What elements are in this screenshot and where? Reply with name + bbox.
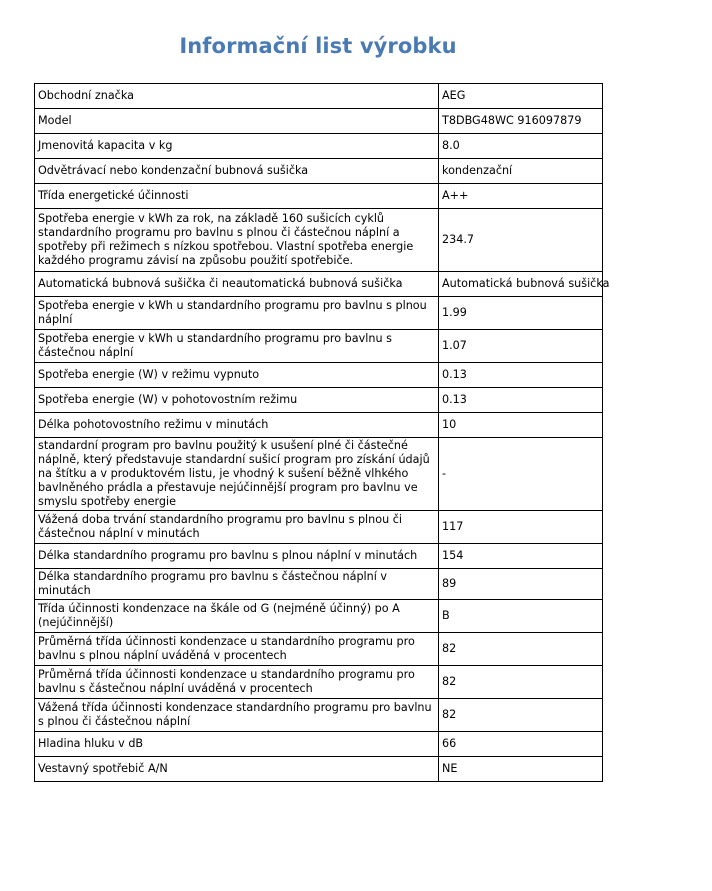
row-value: AEG xyxy=(439,84,603,109)
row-value: 117 xyxy=(439,511,603,544)
table-row xyxy=(35,297,603,330)
row-value: Automatická bubnová sušička xyxy=(439,272,603,297)
table-row xyxy=(35,388,603,413)
product-info-table xyxy=(34,83,610,782)
table-body xyxy=(35,84,610,782)
table-row xyxy=(35,569,603,600)
table-row xyxy=(35,757,603,782)
table-row xyxy=(35,413,603,438)
table-row xyxy=(35,633,603,666)
row-label: Hladina hluku v dB xyxy=(35,732,439,757)
row-label: Délka standardního programu pro bavlnu s částečnou náplní v minutách xyxy=(35,569,439,600)
row-value: 154 xyxy=(439,544,603,569)
row-label: Průměrná třída účinnosti kondenzace u standardního programu pro bavlnu s plnou náplní uváděná v procentech xyxy=(35,633,439,666)
row-label: Model xyxy=(35,109,439,134)
row-value: 82 xyxy=(439,699,603,732)
row-value: 0.13 xyxy=(439,363,603,388)
table-row xyxy=(35,699,603,732)
page-title: Informační list výrobku xyxy=(179,34,457,58)
row-value: A++ xyxy=(439,184,603,209)
table-row xyxy=(35,330,603,363)
row-label: Spotřeba energie v kWh u standardního programu pro bavlnu s plnou náplní xyxy=(35,297,439,330)
row-value: 89 xyxy=(439,569,603,600)
row-value: NE xyxy=(439,757,603,782)
row-label: Odvětrávací nebo kondenzační bubnová sušička xyxy=(35,159,439,184)
row-label: Vážená třída účinnosti kondenzace standardního programu pro bavlnu s plnou či částečnou náplní xyxy=(35,699,439,732)
row-value: 10 xyxy=(439,413,603,438)
table-row xyxy=(35,511,603,544)
row-value: 0.13 xyxy=(439,388,603,413)
table-row xyxy=(35,159,603,184)
table-row xyxy=(35,363,603,388)
row-label: Délka pohotovostního režimu v minutách xyxy=(35,413,439,438)
row-label: Délka standardního programu pro bavlnu s plnou náplní v minutách xyxy=(35,544,439,569)
row-value: T8DBG48WC 916097879 xyxy=(439,109,603,134)
row-label: Vestavný spotřebič A/N xyxy=(35,757,439,782)
row-value: 1.99 xyxy=(439,297,603,330)
row-label: Jmenovitá kapacita v kg xyxy=(35,134,439,159)
row-label: standardní program pro bavlnu použitý k usušení plné či částečné náplně, který představuje standardní sušicí program pro získání údajů na štítku a v produktovém listu, je vhodný k sušení běžně vlhkého bavlněného prádla a přestavuje nejúčinnější program pro bavlnu ve smyslu spotřeby energie xyxy=(35,438,439,511)
row-value: 82 xyxy=(439,633,603,666)
row-label: Průměrná třída účinnosti kondenzace u standardního programu pro bavlnu s částečnou náplní uváděná v procentech xyxy=(35,666,439,699)
row-value: B xyxy=(439,600,603,633)
row-value: 66 xyxy=(439,732,603,757)
table-row xyxy=(35,184,603,209)
table-row xyxy=(35,134,603,159)
row-label: Spotřeba energie v kWh u standardního programu pro bavlnu s částečnou náplní xyxy=(35,330,439,363)
row-value: 234.7 xyxy=(439,209,603,272)
row-value: - xyxy=(439,438,603,511)
table-row xyxy=(35,544,603,569)
row-label: Vážená doba trvání standardního programu pro bavlnu s plnou či částečnou náplní v minutách xyxy=(35,511,439,544)
row-value: kondenzační xyxy=(439,159,603,184)
row-value: 8.0 xyxy=(439,134,603,159)
row-label: Obchodní značka xyxy=(35,84,439,109)
table-row xyxy=(35,666,603,699)
table-row xyxy=(35,272,603,297)
row-label: Spotřeba energie (W) v pohotovostním režimu xyxy=(35,388,439,413)
table-row xyxy=(35,438,603,511)
table-row xyxy=(35,209,603,272)
table-row xyxy=(35,84,603,109)
row-label: Automatická bubnová sušička či neautomatická bubnová sušička xyxy=(35,272,439,297)
table-row xyxy=(35,732,603,757)
row-label: Třída účinnosti kondenzace na škále od G (nejméně účinný) po A (nejúčinnější) xyxy=(35,600,439,633)
row-label: Třída energetické účinnosti xyxy=(35,184,439,209)
row-value: 1.07 xyxy=(439,330,603,363)
row-label: Spotřeba energie v kWh za rok, na základě 160 sušicích cyklů standardního programu pro bavlnu s plnou či částečnou náplní a spotřeby při režimech s nízkou spotřebou. Vlastní spotřeba energie každého programu závisí na způsobu použití spotřebiče. xyxy=(35,209,439,272)
row-label: Spotřeba energie (W) v režimu vypnuto xyxy=(35,363,439,388)
table-row xyxy=(35,109,603,134)
table-row xyxy=(35,600,603,633)
row-value: 82 xyxy=(439,666,603,699)
